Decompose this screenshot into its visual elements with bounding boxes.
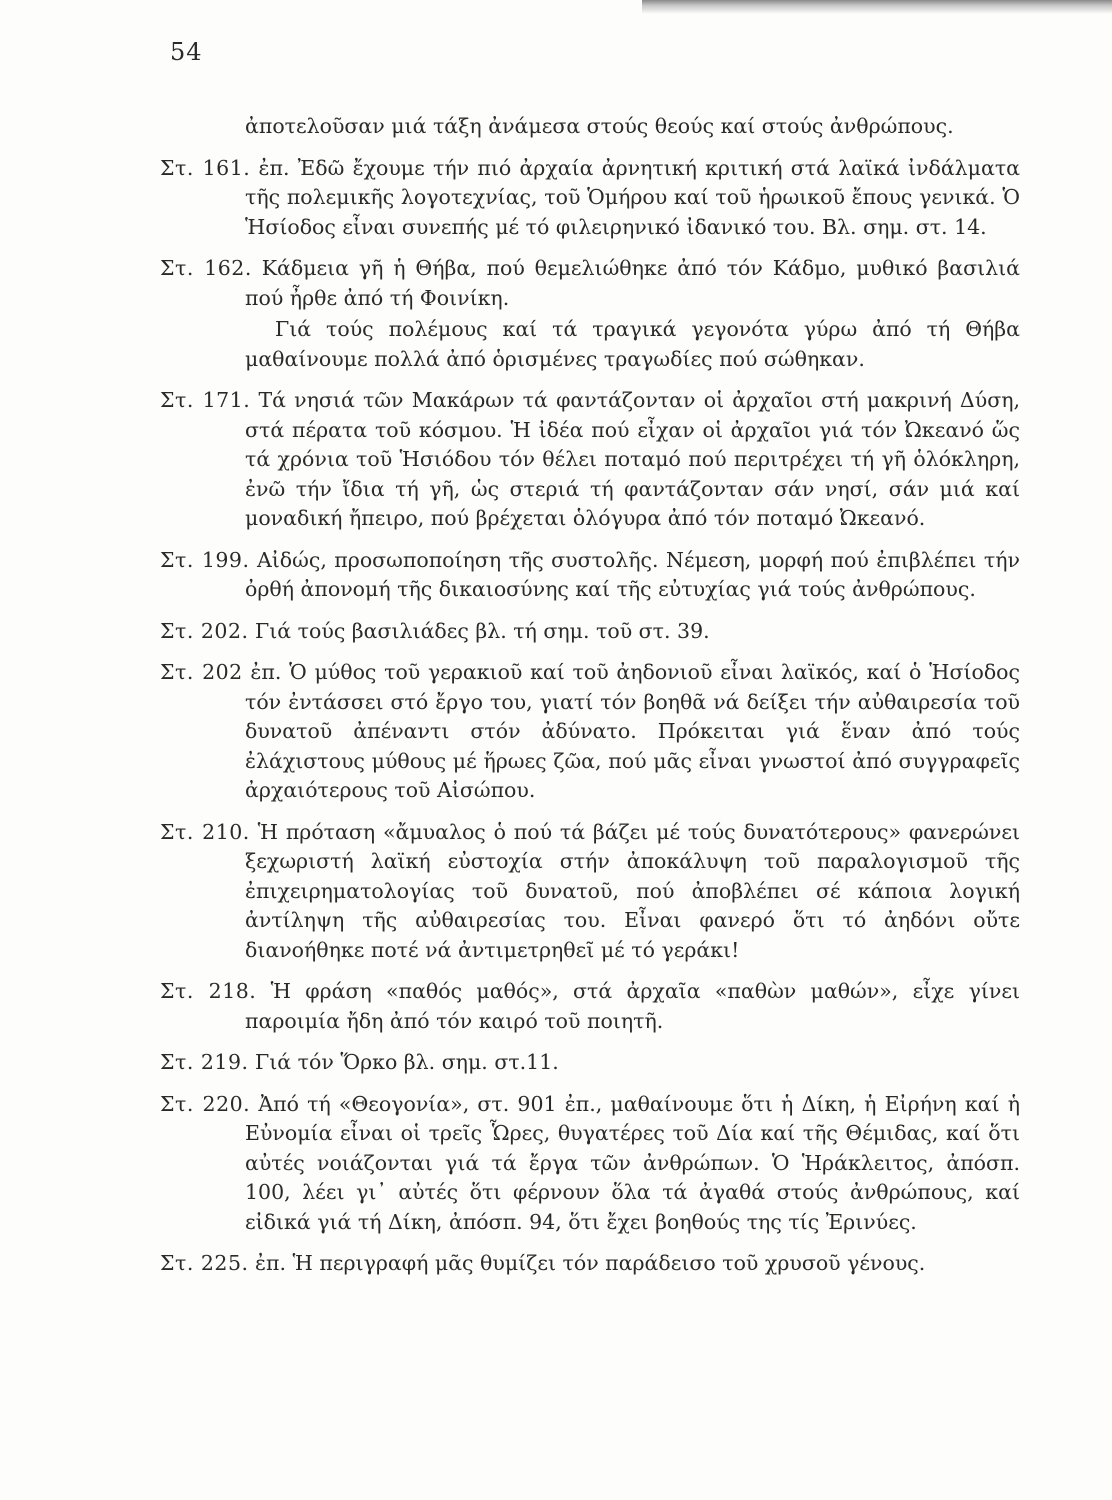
note-202-ep <box>160 658 1020 806</box>
note-text: Αἰδώς, προσωποποίηση τῆς συστολῆς. Νέμεση, μορφή πού ἐπιβλέπει τήν ὀρθή ἀπονομή τῆς δικαιοσύνης καί τῆς εὐτυχίας γιά τούς ἀνθρώπους. <box>245 547 1020 601</box>
note-ref: Στ. 202. <box>160 618 249 643</box>
note-225 <box>160 1249 1020 1279</box>
scan-edge-shadow <box>642 0 1112 14</box>
note-text: Γιά τόν Ὅρκο βλ. σημ. στ.11. <box>255 1050 559 1074</box>
note-ref: Στ. 225. <box>160 1251 249 1275</box>
note-219 <box>160 1048 1020 1078</box>
note-text: Ἡ πρόταση «ἄμυαλος ὁ πού τά βάζει μέ τούς δυνατότερους» φανερώνει ξεχωριστή λαϊκή εὐστοχία στήν ἀποκάλυψη τοῦ παραλογισμοῦ τῆς ἐπιχειρηματολογίας τοῦ δυνατοῦ, πού ἀποβλέπει σέ κάποια λογική ἀντίληψη τῆς αὐθαιρεσίας του. Εἶναι φανερό ὅτι τό ἀηδόνι οὔτε διανοήθηκε ποτέ νά ἀντιμετρηθεῖ μέ τό γεράκι! <box>245 819 1020 962</box>
note-text: ἐπ. Ἡ περιγραφή μᾶς θυμίζει τόν παράδεισο τοῦ χρυσοῦ γένους. <box>255 1251 926 1275</box>
note-199 <box>160 546 1020 605</box>
note-ref: Στ. 219. <box>160 1050 249 1074</box>
note-220 <box>160 1090 1020 1238</box>
note-202 <box>160 617 1020 647</box>
note-218 <box>160 977 1020 1036</box>
note-ref: Στ. 162. <box>160 256 252 280</box>
note-ref: Στ. 202 <box>160 660 243 684</box>
note-text: Ἀπό τή «Θεογονία», στ. 901 ἐπ., μαθαίνουμε ὅτι ἡ Δίκη, ἡ Εἰρήνη καί ἡ Εὐνομία εἶναι οἱ τρεῖς Ὧρες, θυγατέρες τοῦ Δία καί τῆς Θέμιδας, καί ὅτι αὐτές νοιάζονται γιά τά ἔργα τῶν ἀνθρώπων. Ὁ Ἡράκλειτος, ἀπόσπ. 100, λέει γι᾿ αὐτές ὅτι φέρνουν ὅλα τά ἀγαθά στούς ἀνθρώπους, καί εἰδικά γιά τή Δίκη, ἀπόσπ. 94, ὅτι ἔχει βοηθούς της τίς Ἐρινύες. <box>245 1091 1020 1234</box>
note-ref: Στ. 218. <box>160 979 257 1003</box>
note-text: Κάδμεια γῆ ἡ Θήβα, πού θεμελιώθηκε ἀπό τόν Κάδμο, μυθικό βασιλιά πού ἦρθε ἀπό τή Φοινίκη. <box>245 256 1020 310</box>
note-ref: Στ. 210. <box>160 819 250 844</box>
note-ref: Στ. 220. <box>160 1091 251 1116</box>
note-text: ἐπ. Ὁ μύθος τοῦ γερακιοῦ καί τοῦ ἀηδονιοῦ εἶναι λαϊκός, καί ὁ Ἡσίοδος τόν ἐντάσσει στό ἔργο του, γιατί τόν βοηθᾶ νά δείξει τήν αὐθαιρεσία τοῦ δυνατοῦ ἀπέναντι στόν ἀδύνατο. Πρόκειται γιά ἕναν ἀπό τούς ἐλάχιστους μύθους μέ ἥρωες ζῶα, πού μᾶς εἶναι γνωστοί ἀπό συγγραφεῖς ἀρχαιότερους τοῦ Αἰσώπου. <box>245 660 1020 802</box>
note-ref: Στ. 199. <box>160 547 250 572</box>
note-162 <box>160 254 1020 374</box>
note-text: Ἡ φράση «παθός μαθός», στά ἀρχαῖα «παθὼν μαθών», εἶχε γίνει παροιμία ἤδη ἀπό τόν καιρό τοῦ ποιητῆ. <box>245 979 1020 1033</box>
note-text: Τά νησιά τῶν Μακάρων τά φαντάζονταν οἱ ἀρχαῖοι στή μακρινή Δύση, στά πέρατα τοῦ κόσμου. Ἡ ἰδέα πού εἶχαν οἱ ἀρχαῖοι γιά τόν Ὠκεανό ὥς τά χρόνια τοῦ Ἡσιόδου τόν θέλει ποταμό πού περιτρέχει τή γῆ ὁλόκληρη, ἐνῶ τήν ἴδια τή γῆ, ὡς στεριά τή φαντάζονταν σάν νησί, σάν μιά καί μοναδική ἤπειρο, πού βρέχεται ὁλόγυρα ἀπό τόν ποταμό Ὠκεανό. <box>245 388 1020 530</box>
page-number: 54 <box>170 38 203 66</box>
note-ref: Στ. 171. <box>160 388 251 412</box>
note-text: Γιά τούς βασιλιάδες βλ. τή σημ. τοῦ στ. 39. <box>255 618 710 643</box>
note-161 <box>160 154 1020 243</box>
continued-text: ἀποτελοῦσαν μιά τάξη ἀνάμεσα στούς θεούς καί στούς ἀνθρώπους. <box>245 114 954 138</box>
note-text-continued: Γιά τούς πολέμους καί τά τραγικά γεγονότα γύρω ἀπό τή Θήβα μαθαίνουμε πολλά ἀπό ὁρισμένες τραγωδίες πού σώθηκαν. <box>245 317 1020 371</box>
note-210 <box>160 818 1020 966</box>
note-ref: Στ. 161. <box>160 155 251 180</box>
notes-body <box>160 112 1020 1291</box>
note-171 <box>160 386 1020 534</box>
note-text: ἐπ. Ἐδῶ ἔχουμε τήν πιό ἀρχαία ἀρνητική κριτική στά λαϊκά ἰνδάλματα τῆς πολεμικῆς λογοτεχνίας, τοῦ Ὁμήρου καί τοῦ ἡρωικοῦ ἔπους γενικά. Ὁ Ἡσίοδος εἶναι συνεπής μέ τό φιλειρηνικό ἰδανικό του. Βλ. σημ. στ. 14. <box>245 155 1021 239</box>
